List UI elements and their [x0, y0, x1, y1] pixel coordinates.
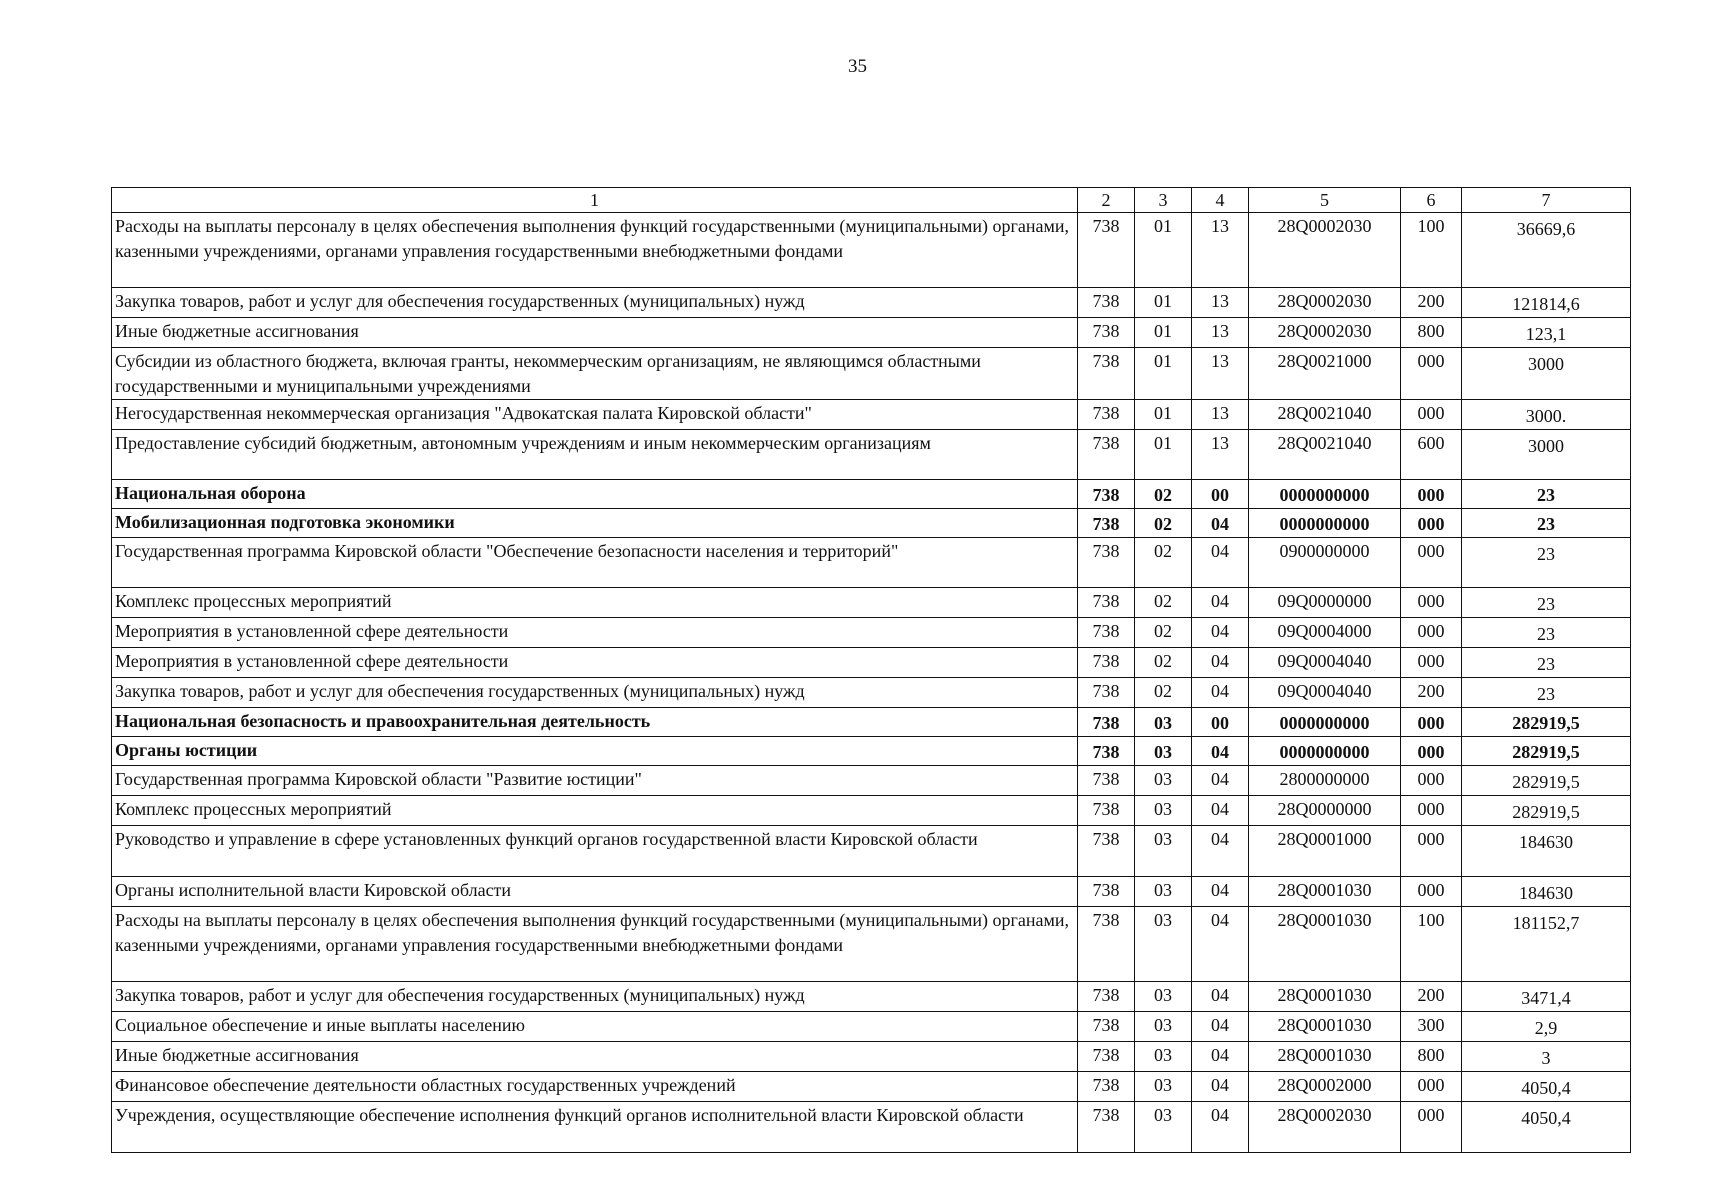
row-amount-cell: 282919,5 — [1462, 766, 1631, 796]
row-subsection-cell: 13 — [1192, 348, 1249, 400]
row-amount-cell: 23 — [1462, 648, 1631, 678]
row-target-article-cell: 0000000000 — [1249, 737, 1401, 766]
row-expense-type-cell: 200 — [1401, 288, 1462, 318]
row-subsection-cell: 13 — [1192, 318, 1249, 348]
row-section-cell: 03 — [1135, 708, 1192, 737]
row-target-article-cell: 2800000000 — [1249, 766, 1401, 796]
row-expense-type-cell: 600 — [1401, 430, 1462, 480]
row-grbs-cell: 738 — [1078, 538, 1135, 588]
row-amount-cell: 23 — [1462, 509, 1631, 538]
row-subsection-cell: 04 — [1192, 1042, 1249, 1072]
row-amount-cell: 4050,4 — [1462, 1102, 1631, 1153]
header-cell-name: 1 — [112, 188, 1078, 213]
table-row — [112, 588, 1631, 618]
row-section-cell: 02 — [1135, 538, 1192, 588]
row-subsection-cell: 13 — [1192, 400, 1249, 430]
row-amount-cell: 23 — [1462, 538, 1631, 588]
row-name-cell: Комплекс процессных мероприятий — [112, 588, 1078, 618]
row-expense-type-cell: 000 — [1401, 480, 1462, 509]
row-expense-type-cell: 000 — [1401, 348, 1462, 400]
row-amount-cell: 23 — [1462, 480, 1631, 509]
row-section-cell: 03 — [1135, 877, 1192, 907]
table-row — [112, 538, 1631, 588]
row-grbs-cell: 738 — [1078, 1012, 1135, 1042]
row-expense-type-cell: 800 — [1401, 1042, 1462, 1072]
row-subsection-cell: 13 — [1192, 213, 1249, 288]
row-name-cell: Органы юстиции — [112, 737, 1078, 766]
row-expense-type-cell: 000 — [1401, 737, 1462, 766]
table-row — [112, 877, 1631, 907]
table-row — [112, 648, 1631, 678]
row-expense-type-cell: 000 — [1401, 796, 1462, 826]
row-name-cell: Субсидии из областного бюджета, включая гранты, некоммерческим организациям, не являющимся областными государственными и муниципальными учреждениями — [112, 348, 1078, 400]
row-expense-type-cell: 000 — [1401, 509, 1462, 538]
row-amount-cell: 3000. — [1462, 400, 1631, 430]
row-target-article-cell: 28Q0001030 — [1249, 877, 1401, 907]
row-target-article-cell: 0000000000 — [1249, 708, 1401, 737]
row-name-cell: Закупка товаров, работ и услуг для обеспечения государственных (муниципальных) нужд — [112, 982, 1078, 1012]
row-name-cell: Социальное обеспечение и иные выплаты населению — [112, 1012, 1078, 1042]
row-grbs-cell: 738 — [1078, 588, 1135, 618]
row-target-article-cell: 28Q0001000 — [1249, 826, 1401, 877]
row-subsection-cell: 04 — [1192, 648, 1249, 678]
budget-table — [111, 187, 1631, 1153]
row-amount-cell: 23 — [1462, 618, 1631, 648]
row-expense-type-cell: 000 — [1401, 708, 1462, 737]
row-name-cell: Мероприятия в установленной сфере деятельности — [112, 648, 1078, 678]
row-expense-type-cell: 000 — [1401, 648, 1462, 678]
table-row — [112, 678, 1631, 708]
row-target-article-cell: 28Q0002030 — [1249, 1102, 1401, 1153]
row-amount-cell: 3471,4 — [1462, 982, 1631, 1012]
row-subsection-cell: 04 — [1192, 1102, 1249, 1153]
row-section-cell: 03 — [1135, 907, 1192, 982]
row-amount-cell: 282919,5 — [1462, 796, 1631, 826]
row-subsection-cell: 13 — [1192, 288, 1249, 318]
row-subsection-cell: 04 — [1192, 877, 1249, 907]
header-cell-section: 3 — [1135, 188, 1192, 213]
row-target-article-cell: 0000000000 — [1249, 509, 1401, 538]
row-grbs-cell: 738 — [1078, 509, 1135, 538]
row-expense-type-cell: 100 — [1401, 213, 1462, 288]
table-row — [112, 288, 1631, 318]
header-cell-amount: 7 — [1462, 188, 1631, 213]
page-number: 35 — [848, 56, 867, 77]
table-row — [112, 400, 1631, 430]
table-row — [112, 1072, 1631, 1102]
table-row — [112, 737, 1631, 766]
row-target-article-cell: 28Q0002000 — [1249, 1072, 1401, 1102]
table-row — [112, 1042, 1631, 1072]
row-target-article-cell: 28Q0021000 — [1249, 348, 1401, 400]
row-amount-cell: 181152,7 — [1462, 907, 1631, 982]
row-subsection-cell: 04 — [1192, 618, 1249, 648]
header-row — [112, 188, 1631, 213]
row-name-cell: Расходы на выплаты персоналу в целях обеспечения выполнения функций государственными (муниципальными) органами, казенными учреждениями, органами управления государственными внебюджетными фондами — [112, 213, 1078, 288]
row-subsection-cell: 04 — [1192, 737, 1249, 766]
row-section-cell: 02 — [1135, 480, 1192, 509]
row-amount-cell: 23 — [1462, 588, 1631, 618]
header-cell-target-article: 5 — [1249, 188, 1401, 213]
table-row — [112, 1012, 1631, 1042]
row-name-cell: Закупка товаров, работ и услуг для обеспечения государственных (муниципальных) нужд — [112, 288, 1078, 318]
row-section-cell: 01 — [1135, 348, 1192, 400]
row-section-cell: 03 — [1135, 1012, 1192, 1042]
row-grbs-cell: 738 — [1078, 708, 1135, 737]
row-section-cell: 02 — [1135, 509, 1192, 538]
row-name-cell: Комплекс процессных мероприятий — [112, 796, 1078, 826]
row-target-article-cell: 09Q0004000 — [1249, 618, 1401, 648]
row-amount-cell: 36669,6 — [1462, 213, 1631, 288]
row-name-cell: Органы исполнительной власти Кировской области — [112, 877, 1078, 907]
row-section-cell: 03 — [1135, 982, 1192, 1012]
row-section-cell: 01 — [1135, 400, 1192, 430]
row-target-article-cell: 09Q0000000 — [1249, 588, 1401, 618]
row-expense-type-cell: 000 — [1401, 588, 1462, 618]
row-grbs-cell: 738 — [1078, 877, 1135, 907]
row-amount-cell: 3000 — [1462, 348, 1631, 400]
row-grbs-cell: 738 — [1078, 1072, 1135, 1102]
row-amount-cell: 282919,5 — [1462, 708, 1631, 737]
row-section-cell: 01 — [1135, 213, 1192, 288]
row-grbs-cell: 738 — [1078, 982, 1135, 1012]
table-row — [112, 318, 1631, 348]
row-name-cell: Национальная оборона — [112, 480, 1078, 509]
table-row — [112, 213, 1631, 288]
table-row — [112, 480, 1631, 509]
row-expense-type-cell: 800 — [1401, 318, 1462, 348]
row-section-cell: 02 — [1135, 678, 1192, 708]
row-target-article-cell: 0000000000 — [1249, 480, 1401, 509]
row-target-article-cell: 28Q0001030 — [1249, 907, 1401, 982]
row-subsection-cell: 04 — [1192, 907, 1249, 982]
row-subsection-cell: 04 — [1192, 826, 1249, 877]
row-name-cell: Учреждения, осуществляющие обеспечение исполнения функций органов исполнительной власти Кировской области — [112, 1102, 1078, 1153]
row-section-cell: 01 — [1135, 318, 1192, 348]
row-amount-cell: 184630 — [1462, 877, 1631, 907]
row-name-cell: Государственная программа Кировской области "Развитие юстиции" — [112, 766, 1078, 796]
row-section-cell: 01 — [1135, 288, 1192, 318]
row-name-cell: Иные бюджетные ассигнования — [112, 318, 1078, 348]
row-grbs-cell: 738 — [1078, 1042, 1135, 1072]
row-grbs-cell: 738 — [1078, 766, 1135, 796]
row-expense-type-cell: 000 — [1401, 766, 1462, 796]
row-subsection-cell: 00 — [1192, 708, 1249, 737]
row-name-cell: Предоставление субсидий бюджетным, автономным учреждениям и иным некоммерческим организациям — [112, 430, 1078, 480]
row-target-article-cell: 28Q0002030 — [1249, 288, 1401, 318]
row-name-cell: Иные бюджетные ассигнования — [112, 1042, 1078, 1072]
row-subsection-cell: 13 — [1192, 430, 1249, 480]
row-subsection-cell: 04 — [1192, 1072, 1249, 1102]
row-expense-type-cell: 000 — [1401, 1102, 1462, 1153]
table-row — [112, 826, 1631, 877]
row-grbs-cell: 738 — [1078, 318, 1135, 348]
row-target-article-cell: 28Q0001030 — [1249, 1042, 1401, 1072]
row-grbs-cell: 738 — [1078, 737, 1135, 766]
table-row — [112, 766, 1631, 796]
row-expense-type-cell: 000 — [1401, 877, 1462, 907]
table-row — [112, 708, 1631, 737]
row-subsection-cell: 00 — [1192, 480, 1249, 509]
row-amount-cell: 121814,6 — [1462, 288, 1631, 318]
row-amount-cell: 2,9 — [1462, 1012, 1631, 1042]
table-row — [112, 509, 1631, 538]
row-name-cell: Расходы на выплаты персоналу в целях обеспечения выполнения функций государственными (муниципальными) органами, казенными учреждениями, органами управления государственными внебюджетными фондами — [112, 907, 1078, 982]
row-name-cell: Мобилизационная подготовка экономики — [112, 509, 1078, 538]
row-name-cell: Государственная программа Кировской области "Обеспечение безопасности населения и территорий" — [112, 538, 1078, 588]
row-subsection-cell: 04 — [1192, 538, 1249, 588]
row-amount-cell: 4050,4 — [1462, 1072, 1631, 1102]
row-target-article-cell: 28Q0002030 — [1249, 318, 1401, 348]
row-amount-cell: 3000 — [1462, 430, 1631, 480]
row-target-article-cell: 28Q0021040 — [1249, 400, 1401, 430]
row-amount-cell: 123,1 — [1462, 318, 1631, 348]
row-grbs-cell: 738 — [1078, 618, 1135, 648]
row-grbs-cell: 738 — [1078, 826, 1135, 877]
row-name-cell: Мероприятия в установленной сфере деятельности — [112, 618, 1078, 648]
table-body — [112, 188, 1631, 1153]
row-section-cell: 03 — [1135, 1102, 1192, 1153]
row-target-article-cell: 28Q0002030 — [1249, 213, 1401, 288]
row-expense-type-cell: 200 — [1401, 982, 1462, 1012]
row-section-cell: 02 — [1135, 588, 1192, 618]
row-expense-type-cell: 000 — [1401, 1072, 1462, 1102]
row-expense-type-cell: 000 — [1401, 538, 1462, 588]
row-name-cell: Негосударственная некоммерческая организация "Адвокатская палата Кировской области" — [112, 400, 1078, 430]
header-cell-subsection: 4 — [1192, 188, 1249, 213]
row-target-article-cell: 28Q0001030 — [1249, 982, 1401, 1012]
table-row — [112, 1102, 1631, 1153]
table-row — [112, 796, 1631, 826]
row-amount-cell: 184630 — [1462, 826, 1631, 877]
row-grbs-cell: 738 — [1078, 288, 1135, 318]
row-target-article-cell: 28Q0000000 — [1249, 796, 1401, 826]
row-target-article-cell: 09Q0004040 — [1249, 678, 1401, 708]
row-expense-type-cell: 300 — [1401, 1012, 1462, 1042]
row-section-cell: 03 — [1135, 737, 1192, 766]
table-row — [112, 430, 1631, 480]
row-subsection-cell: 04 — [1192, 678, 1249, 708]
row-section-cell: 03 — [1135, 1072, 1192, 1102]
row-subsection-cell: 04 — [1192, 588, 1249, 618]
row-section-cell: 02 — [1135, 618, 1192, 648]
row-expense-type-cell: 000 — [1401, 826, 1462, 877]
row-grbs-cell: 738 — [1078, 480, 1135, 509]
row-section-cell: 03 — [1135, 826, 1192, 877]
row-grbs-cell: 738 — [1078, 1102, 1135, 1153]
table-row — [112, 907, 1631, 982]
row-subsection-cell: 04 — [1192, 1012, 1249, 1042]
table-row — [112, 982, 1631, 1012]
row-amount-cell: 3 — [1462, 1042, 1631, 1072]
row-grbs-cell: 738 — [1078, 678, 1135, 708]
row-grbs-cell: 738 — [1078, 430, 1135, 480]
row-expense-type-cell: 000 — [1401, 400, 1462, 430]
row-subsection-cell: 04 — [1192, 509, 1249, 538]
table-row — [112, 618, 1631, 648]
row-grbs-cell: 738 — [1078, 348, 1135, 400]
row-expense-type-cell: 100 — [1401, 907, 1462, 982]
row-name-cell: Финансовое обеспечение деятельности областных государственных учреждений — [112, 1072, 1078, 1102]
row-target-article-cell: 28Q0001030 — [1249, 1012, 1401, 1042]
header-cell-grbs: 2 — [1078, 188, 1135, 213]
row-section-cell: 01 — [1135, 430, 1192, 480]
row-expense-type-cell: 000 — [1401, 618, 1462, 648]
row-target-article-cell: 09Q0004040 — [1249, 648, 1401, 678]
row-target-article-cell: 28Q0021040 — [1249, 430, 1401, 480]
row-target-article-cell: 0900000000 — [1249, 538, 1401, 588]
row-section-cell: 03 — [1135, 766, 1192, 796]
row-section-cell: 02 — [1135, 648, 1192, 678]
row-subsection-cell: 04 — [1192, 766, 1249, 796]
row-section-cell: 03 — [1135, 1042, 1192, 1072]
row-amount-cell: 23 — [1462, 678, 1631, 708]
row-subsection-cell: 04 — [1192, 796, 1249, 826]
row-grbs-cell: 738 — [1078, 400, 1135, 430]
header-cell-expense-type: 6 — [1401, 188, 1462, 213]
row-grbs-cell: 738 — [1078, 796, 1135, 826]
row-amount-cell: 282919,5 — [1462, 737, 1631, 766]
row-name-cell: Национальная безопасность и правоохранительная деятельность — [112, 708, 1078, 737]
row-expense-type-cell: 200 — [1401, 678, 1462, 708]
row-name-cell: Закупка товаров, работ и услуг для обеспечения государственных (муниципальных) нужд — [112, 678, 1078, 708]
table-row — [112, 348, 1631, 400]
row-name-cell: Руководство и управление в сфере установленных функций органов государственной власти Кировской области — [112, 826, 1078, 877]
row-grbs-cell: 738 — [1078, 213, 1135, 288]
row-grbs-cell: 738 — [1078, 907, 1135, 982]
row-grbs-cell: 738 — [1078, 648, 1135, 678]
row-section-cell: 03 — [1135, 796, 1192, 826]
row-subsection-cell: 04 — [1192, 982, 1249, 1012]
